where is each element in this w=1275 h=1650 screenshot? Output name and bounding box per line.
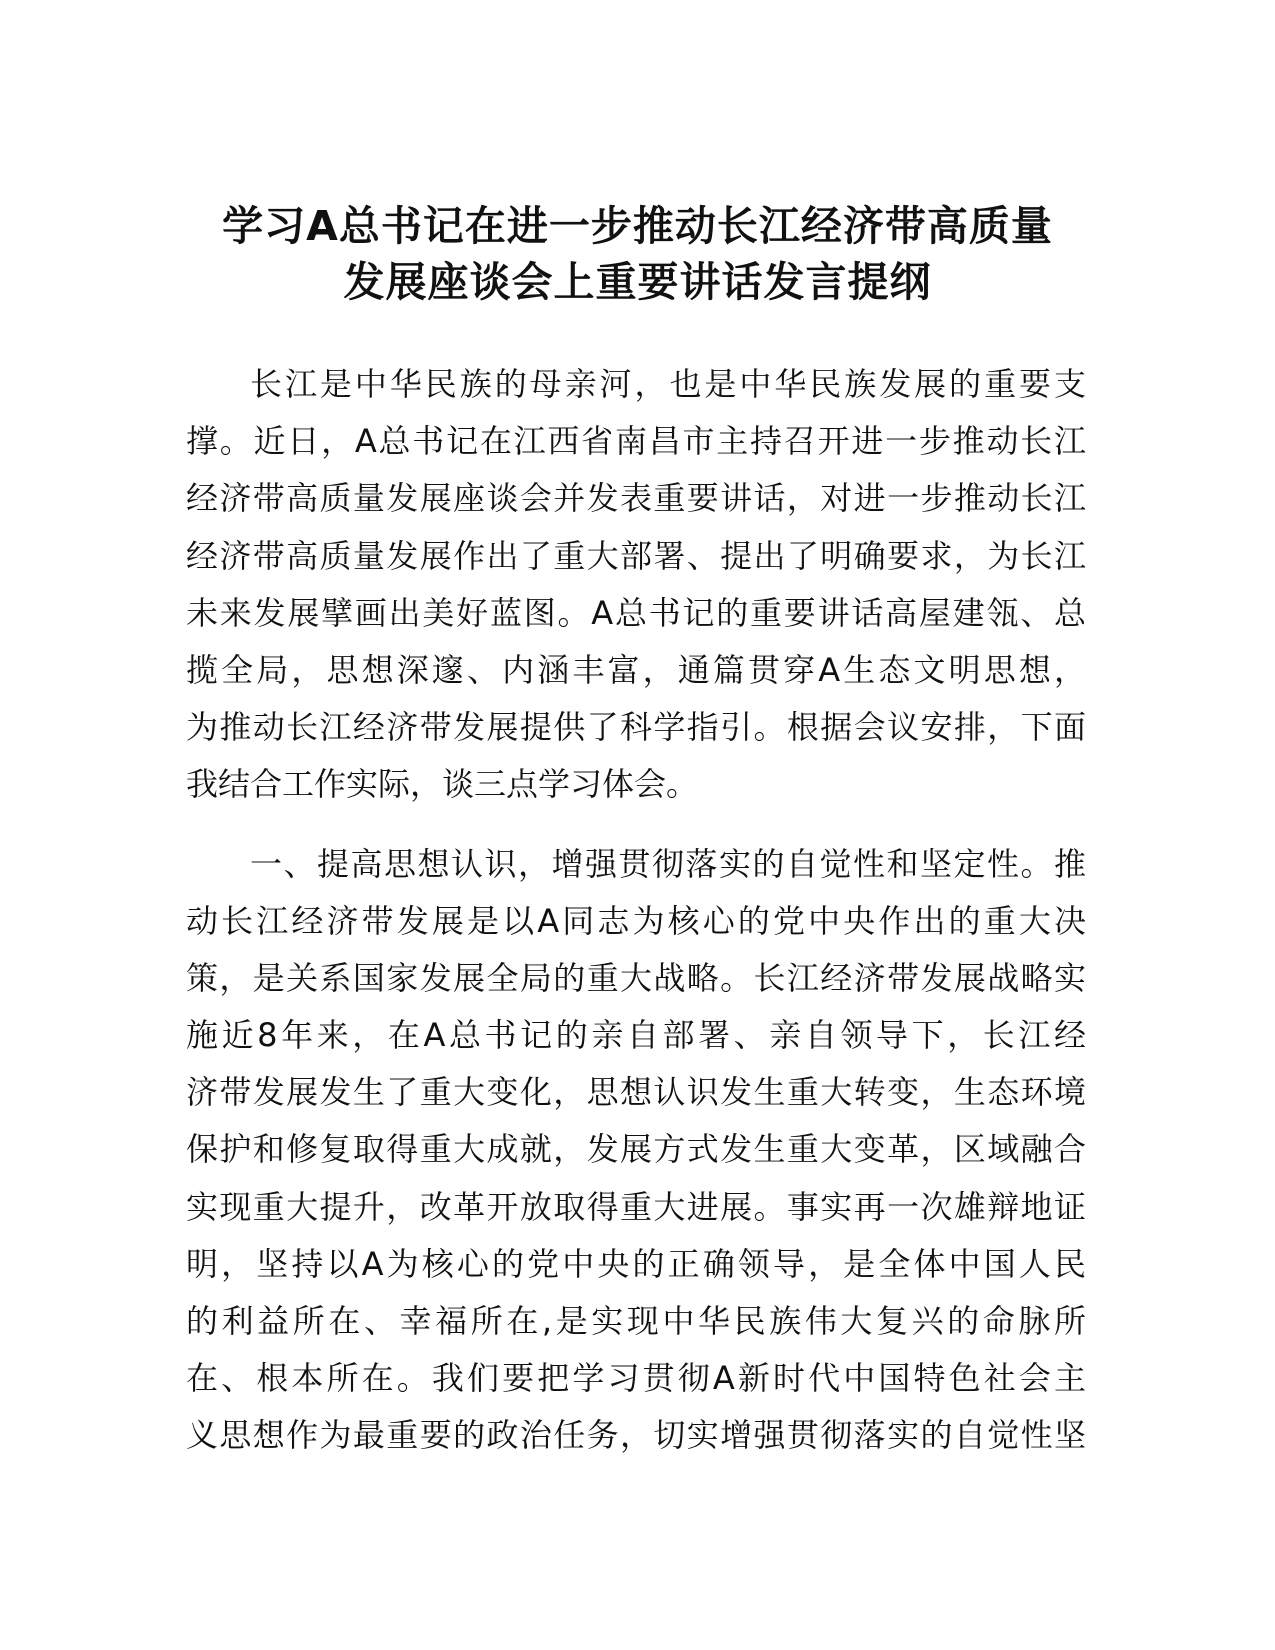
paragraph-intro [186,356,1086,814]
document-body [186,356,1086,1465]
text-line: 揽全局，思想深邃、内涵丰富，通篇贯穿A生态文明思想， [186,650,1086,689]
text-line: 为推动长江经济带发展提供了科学指引。根据会议安排，下面 [186,708,1086,747]
text-line: 经济带高质量发展作出了重大部署、提出了明确要求，为长江 [186,536,1086,575]
text-line: 一、提高思想认识，增强贯彻落实的自觉性和坚定性。推 [250,844,1086,883]
text-line: 义思想作为最重要的政治任务，切实增强贯彻落实的自觉性坚 [186,1416,1086,1455]
text-line: 未来发展擘画出美好蓝图。A总书记的重要讲话高屋建瓴、总 [186,593,1086,632]
text-line: 长江是中华民族的母亲河，也是中华民族发展的重要支 [250,365,1086,403]
text-line: 的利益所在、幸福所在,是实现中华民族伟大复兴的命脉所 [186,1302,1086,1340]
paragraph-spacer [186,814,1086,836]
document-title [180,198,1095,310]
text-line: 经济带高质量发展座谈会并发表重要讲话，对进一步推动长江 [186,479,1086,518]
text-line: 保护和修复取得重大成就，发展方式发生重大变革，区域融合 [186,1130,1086,1169]
text-line: 施近8年来，在A总书记的亲自部署、亲自领导下，长江经 [186,1016,1086,1055]
text-line: 撑。近日，A总书记在江西省南昌市主持召开进一步推动长江 [186,422,1086,461]
text-line: 济带发展发生了重大变化，思想认识发生重大转变，生态环境 [186,1073,1086,1112]
text-line: 明，坚持以A为核心的党中央的正确领导，是全体中国人民 [186,1244,1086,1283]
title-line: 学习A总书记在进一步推动长江经济带高质量 [222,202,1053,250]
text-line: 动长江经济带发展是以A同志为核心的党中央作出的重大决 [186,901,1086,940]
text-line: 在、根本所在。我们要把学习贯彻A新时代中国特色社会主 [186,1359,1086,1398]
paragraph-section-one [186,836,1086,1465]
text-line: 实现重大提升，改革开放取得重大进展。事实再一次雄辩地证 [186,1187,1086,1226]
title-line: 发展座谈会上重要讲话发言提纲 [343,258,932,306]
text-line: 我结合工作实际，谈三点学习体会。 [186,765,699,804]
text-line: 策，是关系国家发展全局的重大战略。长江经济带发展战略实 [186,958,1086,997]
